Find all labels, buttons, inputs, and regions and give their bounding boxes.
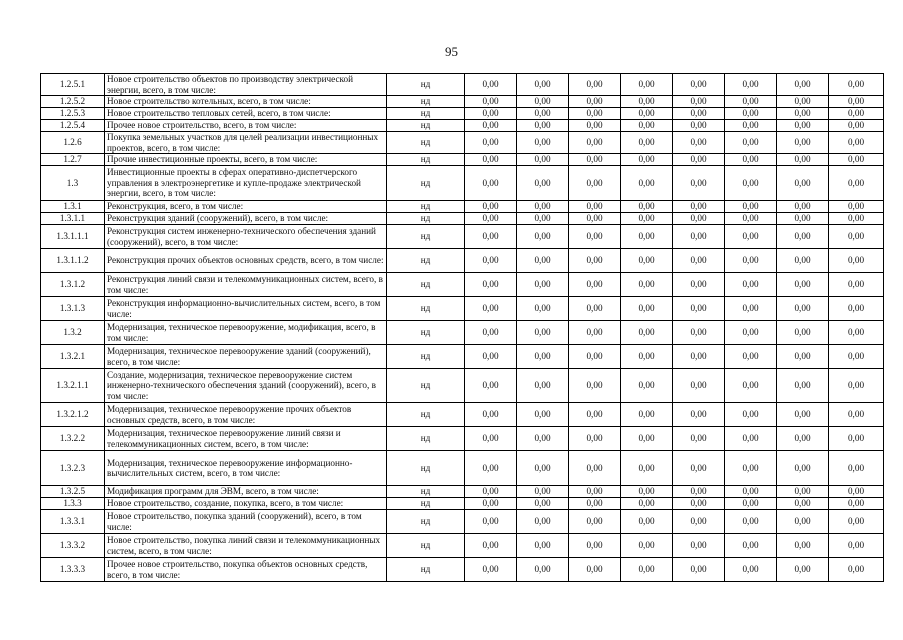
row-value: 0,00 bbox=[517, 166, 569, 201]
row-value: 0,00 bbox=[673, 427, 725, 451]
row-value: 0,00 bbox=[725, 213, 777, 225]
table-row bbox=[41, 273, 884, 297]
row-value: 0,00 bbox=[829, 108, 884, 120]
row-code: 1.2.5.1 bbox=[41, 74, 105, 96]
row-value: 0,00 bbox=[777, 558, 829, 582]
row-value: 0,00 bbox=[725, 451, 777, 486]
row-name: Новое строительство тепловых сетей, всего, в том числе: bbox=[105, 108, 387, 120]
row-value: 0,00 bbox=[517, 96, 569, 108]
row-unit: нд bbox=[387, 297, 465, 321]
row-value: 0,00 bbox=[465, 558, 517, 582]
row-value: 0,00 bbox=[777, 96, 829, 108]
row-code: 1.3.1 bbox=[41, 201, 105, 213]
row-value: 0,00 bbox=[621, 132, 673, 154]
row-name: Модификация программ для ЭВМ, всего, в том числе: bbox=[105, 486, 387, 498]
row-code: 1.3.2.3 bbox=[41, 451, 105, 486]
table-row bbox=[41, 510, 884, 534]
row-unit: нд bbox=[387, 273, 465, 297]
row-value: 0,00 bbox=[777, 510, 829, 534]
row-value: 0,00 bbox=[569, 403, 621, 427]
row-value: 0,00 bbox=[569, 427, 621, 451]
row-unit: нд bbox=[387, 132, 465, 154]
row-code: 1.2.5.2 bbox=[41, 96, 105, 108]
table-row bbox=[41, 534, 884, 558]
row-value: 0,00 bbox=[673, 120, 725, 132]
row-name: Новое строительство котельных, всего, в том числе: bbox=[105, 96, 387, 108]
row-name: Покупка земельных участков для целей реализации инвестиционных проектов, всего, в том числе: bbox=[105, 132, 387, 154]
row-value: 0,00 bbox=[569, 510, 621, 534]
row-code: 1.3.2.1.1 bbox=[41, 369, 105, 403]
row-code: 1.3.3.3 bbox=[41, 558, 105, 582]
row-value: 0,00 bbox=[621, 510, 673, 534]
row-value: 0,00 bbox=[517, 403, 569, 427]
row-value: 0,00 bbox=[465, 249, 517, 273]
row-value: 0,00 bbox=[569, 369, 621, 403]
row-value: 0,00 bbox=[465, 297, 517, 321]
row-code: 1.3.1.1.1 bbox=[41, 225, 105, 249]
row-value: 0,00 bbox=[621, 74, 673, 96]
row-code: 1.3.2.2 bbox=[41, 427, 105, 451]
row-value: 0,00 bbox=[725, 534, 777, 558]
row-name: Модернизация, техническое перевооружение, модификация, всего, в том числе: bbox=[105, 321, 387, 345]
row-value: 0,00 bbox=[465, 427, 517, 451]
row-value: 0,00 bbox=[829, 403, 884, 427]
row-unit: нд bbox=[387, 213, 465, 225]
row-value: 0,00 bbox=[673, 154, 725, 166]
row-unit: нд bbox=[387, 108, 465, 120]
row-value: 0,00 bbox=[725, 96, 777, 108]
row-value: 0,00 bbox=[517, 201, 569, 213]
row-value: 0,00 bbox=[673, 201, 725, 213]
row-value: 0,00 bbox=[725, 249, 777, 273]
row-code: 1.2.6 bbox=[41, 132, 105, 154]
row-unit: нд bbox=[387, 486, 465, 498]
row-value: 0,00 bbox=[673, 96, 725, 108]
row-value: 0,00 bbox=[777, 297, 829, 321]
row-value: 0,00 bbox=[829, 498, 884, 510]
row-value: 0,00 bbox=[777, 534, 829, 558]
row-value: 0,00 bbox=[725, 403, 777, 427]
row-value: 0,00 bbox=[673, 132, 725, 154]
row-value: 0,00 bbox=[777, 108, 829, 120]
row-value: 0,00 bbox=[465, 225, 517, 249]
row-value: 0,00 bbox=[465, 213, 517, 225]
row-value: 0,00 bbox=[725, 427, 777, 451]
row-value: 0,00 bbox=[777, 451, 829, 486]
table-body bbox=[41, 74, 884, 582]
row-code: 1.3.2.5 bbox=[41, 486, 105, 498]
row-unit: нд bbox=[387, 201, 465, 213]
row-value: 0,00 bbox=[569, 297, 621, 321]
row-name: Прочее новое строительство, всего, в том числе: bbox=[105, 120, 387, 132]
row-unit: нд bbox=[387, 74, 465, 96]
row-value: 0,00 bbox=[673, 273, 725, 297]
row-value: 0,00 bbox=[777, 249, 829, 273]
row-value: 0,00 bbox=[673, 108, 725, 120]
row-value: 0,00 bbox=[673, 166, 725, 201]
row-value: 0,00 bbox=[829, 225, 884, 249]
row-code: 1.3.2.1 bbox=[41, 345, 105, 369]
row-value: 0,00 bbox=[673, 213, 725, 225]
row-value: 0,00 bbox=[829, 74, 884, 96]
row-value: 0,00 bbox=[777, 154, 829, 166]
row-value: 0,00 bbox=[673, 486, 725, 498]
table-row bbox=[41, 225, 884, 249]
row-code: 1.3 bbox=[41, 166, 105, 201]
row-unit: нд bbox=[387, 345, 465, 369]
row-name: Новое строительство, покупка линий связи и телекоммуникационных систем, всего, в том числе: bbox=[105, 534, 387, 558]
row-value: 0,00 bbox=[465, 120, 517, 132]
row-name: Прочее новое строительство, покупка объектов основных средств, всего, в том числе: bbox=[105, 558, 387, 582]
row-name: Модернизация, техническое перевооружение зданий (сооружений), всего, в том числе: bbox=[105, 345, 387, 369]
row-value: 0,00 bbox=[725, 154, 777, 166]
row-value: 0,00 bbox=[725, 369, 777, 403]
row-value: 0,00 bbox=[517, 297, 569, 321]
table-row bbox=[41, 345, 884, 369]
row-value: 0,00 bbox=[569, 534, 621, 558]
row-value: 0,00 bbox=[569, 558, 621, 582]
row-name: Модернизация, техническое перевооружение информационно-вычислительных систем, всего, в том числе: bbox=[105, 451, 387, 486]
row-value: 0,00 bbox=[829, 132, 884, 154]
row-value: 0,00 bbox=[725, 74, 777, 96]
row-value: 0,00 bbox=[829, 369, 884, 403]
row-value: 0,00 bbox=[777, 321, 829, 345]
row-unit: нд bbox=[387, 534, 465, 558]
row-value: 0,00 bbox=[829, 345, 884, 369]
row-value: 0,00 bbox=[829, 273, 884, 297]
row-value: 0,00 bbox=[777, 132, 829, 154]
row-value: 0,00 bbox=[829, 297, 884, 321]
row-name: Создание, модернизация, техническое перевооружение систем инженерно-технического обеспечения зданий (сооружений), всего, в том числе: bbox=[105, 369, 387, 403]
row-value: 0,00 bbox=[829, 558, 884, 582]
row-name: Реконструкция информационно-вычислительных систем, всего, в том числе: bbox=[105, 297, 387, 321]
row-code: 1.2.5.3 bbox=[41, 108, 105, 120]
row-value: 0,00 bbox=[829, 120, 884, 132]
row-value: 0,00 bbox=[569, 96, 621, 108]
row-value: 0,00 bbox=[829, 96, 884, 108]
row-value: 0,00 bbox=[465, 108, 517, 120]
table-row bbox=[41, 486, 884, 498]
row-value: 0,00 bbox=[569, 213, 621, 225]
row-value: 0,00 bbox=[517, 120, 569, 132]
row-value: 0,00 bbox=[725, 108, 777, 120]
row-value: 0,00 bbox=[517, 558, 569, 582]
row-unit: нд bbox=[387, 321, 465, 345]
row-name: Реконструкция, всего, в том числе: bbox=[105, 201, 387, 213]
row-unit: нд bbox=[387, 120, 465, 132]
row-value: 0,00 bbox=[725, 297, 777, 321]
row-value: 0,00 bbox=[777, 201, 829, 213]
row-value: 0,00 bbox=[829, 451, 884, 486]
row-value: 0,00 bbox=[465, 403, 517, 427]
row-value: 0,00 bbox=[517, 108, 569, 120]
row-value: 0,00 bbox=[621, 498, 673, 510]
row-value: 0,00 bbox=[777, 486, 829, 498]
row-value: 0,00 bbox=[673, 225, 725, 249]
row-value: 0,00 bbox=[725, 166, 777, 201]
row-value: 0,00 bbox=[829, 213, 884, 225]
row-value: 0,00 bbox=[465, 510, 517, 534]
table-row bbox=[41, 154, 884, 166]
row-value: 0,00 bbox=[829, 249, 884, 273]
row-value: 0,00 bbox=[517, 321, 569, 345]
row-value: 0,00 bbox=[517, 154, 569, 166]
row-value: 0,00 bbox=[621, 403, 673, 427]
row-value: 0,00 bbox=[777, 166, 829, 201]
row-value: 0,00 bbox=[569, 249, 621, 273]
row-value: 0,00 bbox=[569, 108, 621, 120]
row-value: 0,00 bbox=[673, 345, 725, 369]
row-value: 0,00 bbox=[673, 369, 725, 403]
row-value: 0,00 bbox=[465, 74, 517, 96]
row-value: 0,00 bbox=[465, 534, 517, 558]
row-name: Реконструкция систем инженерно-технического обеспечения зданий (сооружений), всего, в том числе: bbox=[105, 225, 387, 249]
row-name: Инвестиционные проекты в сферах оперативно-диспетчерского управления в электроэнергетике и купле-продаже электрической энергии, всего, в том числе: bbox=[105, 166, 387, 201]
row-value: 0,00 bbox=[829, 166, 884, 201]
row-unit: нд bbox=[387, 427, 465, 451]
row-code: 1.2.5.4 bbox=[41, 120, 105, 132]
table-row bbox=[41, 498, 884, 510]
row-value: 0,00 bbox=[621, 369, 673, 403]
row-code: 1.3.1.3 bbox=[41, 297, 105, 321]
row-code: 1.3.3.1 bbox=[41, 510, 105, 534]
row-name: Модернизация, техническое перевооружение прочих объектов основных средств, всего, в том числе: bbox=[105, 403, 387, 427]
row-name: Новое строительство, создание, покупка, всего, в том числе: bbox=[105, 498, 387, 510]
row-value: 0,00 bbox=[465, 369, 517, 403]
row-value: 0,00 bbox=[465, 498, 517, 510]
row-unit: нд bbox=[387, 558, 465, 582]
row-value: 0,00 bbox=[621, 249, 673, 273]
row-value: 0,00 bbox=[621, 558, 673, 582]
row-value: 0,00 bbox=[517, 213, 569, 225]
row-value: 0,00 bbox=[621, 321, 673, 345]
row-value: 0,00 bbox=[829, 510, 884, 534]
row-value: 0,00 bbox=[777, 427, 829, 451]
row-name: Новое строительство, покупка зданий (сооружений), всего, в том числе: bbox=[105, 510, 387, 534]
row-unit: нд bbox=[387, 498, 465, 510]
investment-table bbox=[40, 73, 884, 582]
row-value: 0,00 bbox=[725, 132, 777, 154]
row-unit: нд bbox=[387, 225, 465, 249]
row-code: 1.3.1.2 bbox=[41, 273, 105, 297]
row-value: 0,00 bbox=[621, 534, 673, 558]
table-row bbox=[41, 201, 884, 213]
row-value: 0,00 bbox=[621, 154, 673, 166]
table-row bbox=[41, 297, 884, 321]
table-row bbox=[41, 96, 884, 108]
table-row bbox=[41, 166, 884, 201]
row-value: 0,00 bbox=[777, 498, 829, 510]
row-value: 0,00 bbox=[517, 225, 569, 249]
row-unit: нд bbox=[387, 249, 465, 273]
row-value: 0,00 bbox=[725, 225, 777, 249]
row-unit: нд bbox=[387, 451, 465, 486]
row-value: 0,00 bbox=[517, 369, 569, 403]
row-value: 0,00 bbox=[569, 321, 621, 345]
row-value: 0,00 bbox=[829, 427, 884, 451]
row-value: 0,00 bbox=[621, 96, 673, 108]
row-value: 0,00 bbox=[465, 345, 517, 369]
table-row bbox=[41, 120, 884, 132]
row-code: 1.2.7 bbox=[41, 154, 105, 166]
row-name: Реконструкция зданий (сооружений), всего, в том числе: bbox=[105, 213, 387, 225]
row-value: 0,00 bbox=[777, 74, 829, 96]
row-value: 0,00 bbox=[569, 451, 621, 486]
row-value: 0,00 bbox=[673, 451, 725, 486]
row-value: 0,00 bbox=[621, 213, 673, 225]
table-row bbox=[41, 558, 884, 582]
row-value: 0,00 bbox=[725, 558, 777, 582]
row-value: 0,00 bbox=[569, 225, 621, 249]
row-value: 0,00 bbox=[517, 249, 569, 273]
row-value: 0,00 bbox=[465, 451, 517, 486]
row-value: 0,00 bbox=[777, 403, 829, 427]
row-value: 0,00 bbox=[673, 558, 725, 582]
row-unit: нд bbox=[387, 510, 465, 534]
row-value: 0,00 bbox=[621, 201, 673, 213]
row-value: 0,00 bbox=[569, 486, 621, 498]
row-value: 0,00 bbox=[465, 132, 517, 154]
row-value: 0,00 bbox=[465, 154, 517, 166]
row-value: 0,00 bbox=[673, 534, 725, 558]
row-unit: нд bbox=[387, 403, 465, 427]
row-value: 0,00 bbox=[621, 225, 673, 249]
table-row bbox=[41, 369, 884, 403]
row-value: 0,00 bbox=[465, 321, 517, 345]
row-value: 0,00 bbox=[517, 510, 569, 534]
table-row bbox=[41, 249, 884, 273]
row-value: 0,00 bbox=[517, 427, 569, 451]
row-code: 1.3.3 bbox=[41, 498, 105, 510]
row-code: 1.3.1.1.2 bbox=[41, 249, 105, 273]
table-row bbox=[41, 427, 884, 451]
row-value: 0,00 bbox=[621, 427, 673, 451]
row-value: 0,00 bbox=[465, 96, 517, 108]
row-name: Реконструкция линий связи и телекоммуникационных систем, всего, в том числе: bbox=[105, 273, 387, 297]
row-value: 0,00 bbox=[621, 273, 673, 297]
row-value: 0,00 bbox=[517, 273, 569, 297]
row-value: 0,00 bbox=[725, 120, 777, 132]
row-value: 0,00 bbox=[725, 345, 777, 369]
row-value: 0,00 bbox=[725, 273, 777, 297]
row-value: 0,00 bbox=[517, 486, 569, 498]
row-value: 0,00 bbox=[569, 498, 621, 510]
row-value: 0,00 bbox=[621, 345, 673, 369]
row-value: 0,00 bbox=[725, 498, 777, 510]
row-code: 1.3.3.2 bbox=[41, 534, 105, 558]
row-value: 0,00 bbox=[829, 486, 884, 498]
row-value: 0,00 bbox=[673, 297, 725, 321]
row-value: 0,00 bbox=[673, 321, 725, 345]
row-value: 0,00 bbox=[777, 273, 829, 297]
row-code: 1.3.1.1 bbox=[41, 213, 105, 225]
row-unit: нд bbox=[387, 96, 465, 108]
row-value: 0,00 bbox=[569, 345, 621, 369]
row-value: 0,00 bbox=[517, 345, 569, 369]
row-value: 0,00 bbox=[621, 166, 673, 201]
row-value: 0,00 bbox=[829, 201, 884, 213]
row-value: 0,00 bbox=[621, 297, 673, 321]
row-value: 0,00 bbox=[517, 451, 569, 486]
row-value: 0,00 bbox=[465, 201, 517, 213]
row-value: 0,00 bbox=[621, 108, 673, 120]
row-code: 1.3.2 bbox=[41, 321, 105, 345]
row-value: 0,00 bbox=[829, 154, 884, 166]
row-value: 0,00 bbox=[673, 510, 725, 534]
row-value: 0,00 bbox=[517, 132, 569, 154]
row-value: 0,00 bbox=[569, 132, 621, 154]
row-value: 0,00 bbox=[673, 249, 725, 273]
row-code: 1.3.2.1.2 bbox=[41, 403, 105, 427]
row-value: 0,00 bbox=[465, 166, 517, 201]
row-value: 0,00 bbox=[465, 486, 517, 498]
row-value: 0,00 bbox=[725, 201, 777, 213]
row-value: 0,00 bbox=[673, 403, 725, 427]
row-name: Новое строительство объектов по производству электрической энергии, всего, в том числе: bbox=[105, 74, 387, 96]
row-value: 0,00 bbox=[777, 213, 829, 225]
row-value: 0,00 bbox=[569, 166, 621, 201]
row-name: Прочие инвестиционные проекты, всего, в том числе: bbox=[105, 154, 387, 166]
row-value: 0,00 bbox=[777, 225, 829, 249]
row-value: 0,00 bbox=[517, 534, 569, 558]
table-row bbox=[41, 108, 884, 120]
row-value: 0,00 bbox=[621, 120, 673, 132]
row-value: 0,00 bbox=[829, 534, 884, 558]
row-value: 0,00 bbox=[517, 74, 569, 96]
row-value: 0,00 bbox=[829, 321, 884, 345]
row-unit: нд bbox=[387, 166, 465, 201]
row-value: 0,00 bbox=[569, 201, 621, 213]
row-value: 0,00 bbox=[621, 451, 673, 486]
table-row bbox=[41, 213, 884, 225]
page-number: 95 bbox=[445, 44, 458, 59]
table-row bbox=[41, 321, 884, 345]
table-row bbox=[41, 132, 884, 154]
row-value: 0,00 bbox=[777, 120, 829, 132]
table-row bbox=[41, 451, 884, 486]
row-value: 0,00 bbox=[569, 120, 621, 132]
row-value: 0,00 bbox=[725, 510, 777, 534]
row-value: 0,00 bbox=[569, 74, 621, 96]
row-value: 0,00 bbox=[569, 154, 621, 166]
row-value: 0,00 bbox=[465, 273, 517, 297]
table-row bbox=[41, 74, 884, 96]
row-name: Модернизация, техническое перевооружение линий связи и телекоммуникационных систем, всего, в том числе: bbox=[105, 427, 387, 451]
row-value: 0,00 bbox=[777, 369, 829, 403]
row-value: 0,00 bbox=[621, 486, 673, 498]
row-unit: нд bbox=[387, 369, 465, 403]
row-value: 0,00 bbox=[673, 498, 725, 510]
row-value: 0,00 bbox=[725, 486, 777, 498]
table-row bbox=[41, 403, 884, 427]
row-value: 0,00 bbox=[725, 321, 777, 345]
row-value: 0,00 bbox=[569, 273, 621, 297]
row-value: 0,00 bbox=[673, 74, 725, 96]
row-name: Реконструкция прочих объектов основных средств, всего, в том числе: bbox=[105, 249, 387, 273]
row-value: 0,00 bbox=[517, 498, 569, 510]
row-value: 0,00 bbox=[777, 345, 829, 369]
row-unit: нд bbox=[387, 154, 465, 166]
